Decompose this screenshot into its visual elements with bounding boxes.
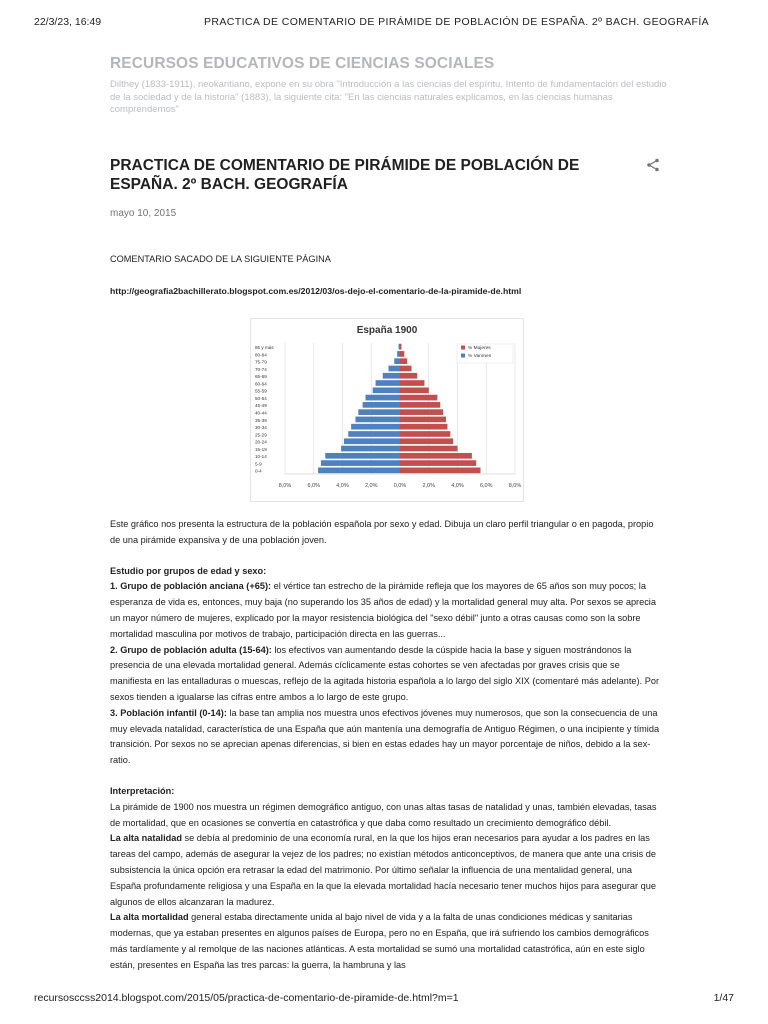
groups-heading: Estudio por grupos de edad y sexo: [110,565,267,576]
group3-paragraph [110,706,662,769]
y-tick-label: 50-54 [255,395,267,401]
post-date: mayo 10, 2015 [110,208,177,219]
legend-swatch [461,346,465,350]
page-number: 1/47 [713,992,734,1004]
bar-varones [344,438,400,444]
bar-mujeres [400,380,424,386]
bar-mujeres [400,446,458,452]
y-tick-label: 75-79 [255,359,267,365]
group3-label: 3. Población infantil (0-14): [110,707,227,718]
y-tick-label: 35-39 [255,417,267,423]
natalidad-text: se debía al predominio de una economía rural, en la que los hijos eran necesarios para ayudar a los padres en las tareas del campo, además de asegurar la vejez de los padres; no existían métodos anticonceptivos, de manera que ante una crisis de subsistencia la única opción era retrasar la edad del matrimonio. Por último señalar la influencia de una mentalidad general, una España profundamente religiosa y una España en la que la elevada mortalidad hacía necesario tener muchos hijos para asegurar que algunos de ellos alcanzaran la madurez. [110,833,656,907]
source-link[interactable]: http://geografia2bachillerato.blogspot.com.es/2012/03/os-dejo-el-comentario-de-la-piramide-de.html [110,285,522,296]
blog-title[interactable]: RECURSOS EDUCATIVOS DE CIENCIAS SOCIALES [110,55,495,72]
y-tick-label: 55-59 [255,388,267,394]
share-icon[interactable] [646,158,660,172]
post-body [110,517,662,974]
natalidad-label: La alta natalidad [110,833,182,844]
y-tick-label: 5-9 [255,461,262,467]
mortalidad-label: La alta mortalidad [110,912,189,923]
x-tick-label: 4,0% [336,483,349,489]
bar-mujeres [400,358,407,364]
pyramid-svg [251,319,523,501]
bar-mujeres [400,424,447,430]
bar-mujeres [400,387,429,393]
mortalidad-paragraph [110,910,662,973]
bar-mujeres [400,417,446,423]
bar-varones [373,387,400,393]
print-date: 22/3/23, 16:49 [34,16,102,28]
print-title: PRACTICA DE COMENTARIO DE PIRÁMIDE DE POBLACIÓN DE ESPAÑA. 2º BACH. GEOGRAFÍA [204,16,710,28]
group1-text: el vértice tan estrecho de la pirámide refleja que los mayores de 65 años son muy pocos; la esperanza de vida es, entonces, muy baja (no superando los 35 años de edad) y la mortalidad general muy alta. Por sexos se aprecia un mayor número de mujeres, explicado por la mayor resistencia biológica del "sexo débil" junto a otras causas como son la sobre mortalidad masculina por motivos de trabajo, participación directa en las guerras... [110,581,656,639]
interpretation-heading: Interpretación: [110,785,175,796]
bar-mujeres [400,438,453,444]
bar-varones [394,358,400,364]
y-tick-label: 60-64 [255,381,267,387]
bar-varones [366,395,401,401]
population-pyramid-chart [250,318,524,502]
x-tick-label: 8,0% [508,483,522,489]
bar-varones [325,453,400,459]
bar-varones [383,373,400,379]
x-tick-label: 8,0% [278,483,292,489]
bar-varones [341,446,400,452]
legend-label: % Mujeres [468,346,491,351]
bar-mujeres [400,402,440,408]
bar-varones [399,344,400,350]
interpretation-paragraph: La pirámide de 1900 nos muestra un régimen demográfico antiguo, con unas altas tasas de natalidad y unas, también elevadas, tasas de mortalidad, que en ocasiones se convertía en catastrófica y que daba como resultado un crecimiento demográfico débil. [110,801,657,828]
bar-mujeres [400,351,404,357]
bar-mujeres [400,409,443,415]
bar-varones [355,417,400,423]
bar-varones [376,380,400,386]
x-tick-label: 2,0% [422,483,436,489]
bar-varones [351,424,400,430]
bar-varones [348,431,400,437]
x-tick-label: 6,0% [307,483,321,489]
bar-mujeres [400,453,472,459]
y-tick-label: 0-4 [255,468,262,474]
y-tick-label: 65-69 [255,374,267,380]
group3-text: la base tan amplia nos muestra unos efectivos jóvenes muy numerosos, que son la consecuencia de una muy elevada natalidad, característica de una España que aún mantenía una demografía de Antiguo Régimen, o una incipiente y tímida transición. Por sexos no se aprecian apenas diferencias, si bien en estas edades hay un mayor porcentaje de niños, debido a la sex-ratio. [110,707,660,766]
x-tick-label: 6,0% [479,483,493,489]
blog-header [110,55,670,117]
x-tick-label: 0,0% [393,483,407,489]
bar-varones [318,468,400,474]
post [110,156,662,300]
group1-paragraph [110,579,662,642]
intro-paragraph: Este gráfico nos presenta la estructura de la población española por sexo y edad. Dibuja un claro perfil triangular o en pagoda, propio de una pirámide expansiva y de una población joven. [110,519,654,545]
bar-mujeres [400,468,481,474]
y-tick-label: 15-19 [255,446,267,452]
y-tick-label: 40-44 [255,410,267,416]
bar-varones [321,460,400,466]
y-tick-label: 85 y más [255,344,274,350]
group2-label: 2. Grupo de población adulta (15-64): [110,644,272,655]
y-tick-label: 70-74 [255,366,267,372]
legend-label: % Varones [468,354,492,359]
group2-text: los efectivos van aumentando desde la cúspide hacia la base y siguen mostrándonos la presencia de una elevada mortalidad general. Además cíclicamente estas cohortes se ven afectadas por graves crisis que se manifiesta en las entalladuras o muescas, reflejo de la agitada historia española a lo largo del siglo XIX (comentaré más adelante). Por sexos tienden a igualarse las cifras entre ambos a lo largo de este grupo. [110,644,660,702]
print-footer [34,992,734,1006]
post-title-row [110,156,662,194]
y-tick-label: 45-49 [255,403,267,409]
bar-mujeres [400,431,450,437]
group2-paragraph [110,643,662,706]
bar-mujeres [400,344,401,350]
bar-varones [389,366,401,372]
chart-title: España 1900 [356,325,418,336]
bar-mujeres [400,373,417,379]
bar-mujeres [400,366,412,372]
bar-varones [363,402,400,408]
y-tick-label: 10-14 [255,454,267,460]
y-tick-label: 20-24 [255,439,267,445]
natalidad-paragraph [110,831,662,910]
bar-mujeres [400,460,476,466]
bar-varones [397,351,400,357]
footer-url: recursosccss2014.blogspot.com/2015/05/practica-de-comentario-de-piramide-de.html?m=1 [34,992,459,1004]
bar-varones [358,409,400,415]
source-intro: COMENTARIO SACADO DE LA SIGUIENTE PÁGINA [110,254,331,264]
bar-mujeres [400,395,437,401]
group1-label: 1. Grupo de población anciana (+65): [110,581,272,592]
mortalidad-text: general estaba directamente unida al bajo nivel de vida y a la falta de unas condiciones médicas y sanitarias modernas, que ya estaban presentes en algunos países de Europa, pero no en España, que irá sufriendo los cambios demográficos más tardíamente y al remolque de las naciones atlánticas. A esta mortalidad se sumó una mortalidad catastrófica, aún en este siglo están, presentes en España las tres parcas: la guerra, la hambruna y las [110,912,649,970]
blog-description: Dilthey (1833-1911), neokantiano, expone en su obra "Introducción a las ciencias del espíritu. Intento de fundamentación del estudio de la sociedad y de la historia" (1883), la siguiente cita: "En las ciencias naturales explicamos, en las ciencias humanas comprendemos" [110,79,667,115]
post-title: PRACTICA DE COMENTARIO DE PIRÁMIDE DE POBLACIÓN DE ESPAÑA. 2º BACH. GEOGRAFÍA [110,157,580,193]
x-tick-label: 2,0% [364,483,378,489]
y-tick-label: 25-29 [255,432,267,438]
y-tick-label: 30-34 [255,425,267,431]
x-tick-label: 4,0% [451,483,464,489]
y-tick-label: 80-84 [255,352,267,358]
print-header [34,16,734,30]
legend-swatch [461,354,465,358]
